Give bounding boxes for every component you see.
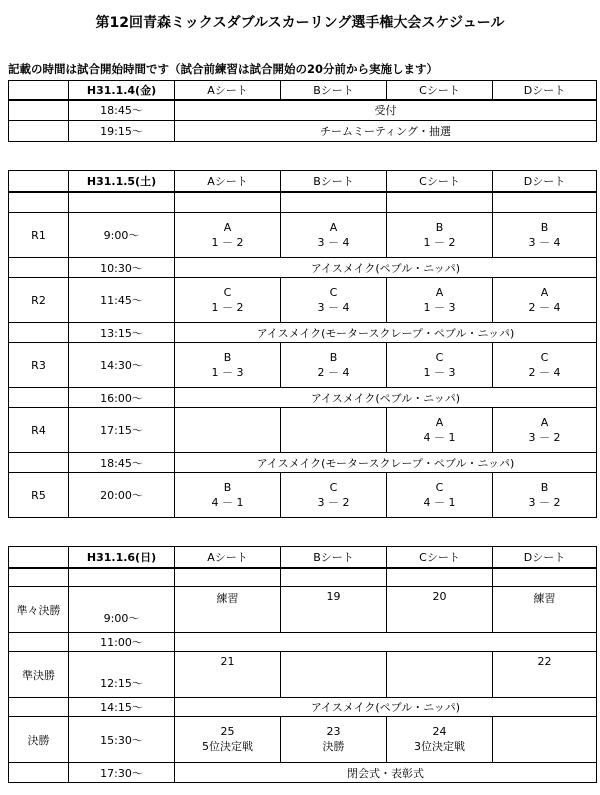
game-cell	[387, 213, 493, 258]
empty-cell	[9, 388, 69, 408]
empty-cell	[175, 568, 281, 587]
day3-label-header	[9, 547, 69, 568]
game-cell	[281, 652, 387, 698]
round-label: R3	[9, 343, 69, 388]
time-cell: 12:15～	[69, 652, 175, 698]
round-label: 準々決勝	[9, 587, 69, 633]
game-match: 3 － 4	[528, 235, 561, 249]
day3-date: H31.1.6(日)	[69, 547, 175, 568]
event-cell: チームミーティング・抽選	[175, 121, 597, 142]
game-match: 1 － 3	[423, 365, 456, 379]
sheet-d-header: Dシート	[493, 547, 597, 568]
time-cell: 17:30～	[69, 763, 175, 783]
sheet-d-header: Dシート	[493, 171, 597, 192]
day2-table	[8, 170, 597, 518]
time-cell: 18:45～	[69, 453, 175, 473]
time-cell: 10:30～	[69, 258, 175, 278]
empty-cell	[281, 192, 387, 213]
game-cell	[281, 213, 387, 258]
sheet-c-header: Cシート	[387, 171, 493, 192]
game-type: 3位決定戦	[414, 740, 465, 753]
game-group: B	[435, 220, 444, 234]
event-cell: 受付	[175, 100, 597, 121]
game-cell	[387, 473, 493, 518]
game-match: 1 － 2	[423, 235, 456, 249]
round-label: R1	[9, 213, 69, 258]
game-cell	[387, 278, 493, 323]
event-cell: 閉会式・表彰式	[175, 763, 597, 783]
empty-cell	[493, 568, 597, 587]
game-match: 4 － 1	[423, 430, 456, 444]
time-cell: 17:15～	[69, 408, 175, 453]
empty-cell	[69, 568, 175, 587]
event-cell: アイスメイク(モータースクレープ・ペブル・ニッパ)	[175, 323, 597, 343]
game-group: B	[540, 480, 549, 494]
time-cell: 18:45～	[69, 100, 175, 121]
round-label: 準決勝	[9, 652, 69, 698]
empty-cell	[9, 568, 69, 587]
game-group: A	[540, 415, 549, 429]
game-group: A	[540, 285, 549, 299]
sheet-a-header: Aシート	[175, 81, 281, 100]
day1-label-header	[9, 81, 69, 100]
day2-date: H31.1.5(土)	[69, 171, 175, 192]
day1-table	[8, 80, 597, 142]
game-match: 4 － 1	[211, 495, 244, 509]
game-cell: 22	[493, 652, 597, 698]
time-cell: 20:00～	[69, 473, 175, 518]
empty-cell	[281, 568, 387, 587]
game-cell: 21	[175, 652, 281, 698]
empty-cell	[9, 698, 69, 717]
event-cell: アイスメイク(モータースクレープ・ペブル・ニッパ)	[175, 453, 597, 473]
game-group: C	[540, 350, 549, 364]
day1-date: H31.1.4(金)	[69, 81, 175, 100]
game-group: A	[329, 220, 338, 234]
game-cell	[281, 717, 387, 763]
empty-cell	[9, 453, 69, 473]
game-cell	[387, 343, 493, 388]
game-cell: 19	[281, 587, 387, 633]
time-cell: 9:00～	[69, 587, 175, 633]
game-number: 24	[432, 725, 447, 738]
time-cell: 9:00～	[69, 213, 175, 258]
game-cell: 練習	[175, 587, 281, 633]
game-group: A	[435, 415, 444, 429]
game-group: C	[223, 285, 232, 299]
game-match: 3 － 4	[317, 300, 350, 314]
round-label: R4	[9, 408, 69, 453]
empty-cell	[9, 323, 69, 343]
game-match: 3 － 2	[528, 495, 561, 509]
sheet-b-header: Bシート	[281, 547, 387, 568]
game-group: C	[329, 480, 338, 494]
game-cell	[175, 473, 281, 518]
sheet-a-header: Aシート	[175, 547, 281, 568]
empty-cell	[9, 192, 69, 213]
sheet-b-header: Bシート	[281, 171, 387, 192]
game-cell: 練習	[493, 587, 597, 633]
game-cell	[493, 278, 597, 323]
game-cell	[281, 278, 387, 323]
game-match: 2 － 4	[528, 300, 561, 314]
game-cell	[175, 278, 281, 323]
time-cell: 15:30～	[69, 717, 175, 763]
game-cell	[387, 408, 493, 453]
game-match: 2 － 4	[528, 365, 561, 379]
game-cell	[281, 343, 387, 388]
game-match: 1 － 3	[211, 365, 244, 379]
game-match: 3 － 2	[317, 495, 350, 509]
game-group: B	[223, 480, 232, 494]
game-number: 23	[326, 725, 341, 738]
game-cell	[493, 343, 597, 388]
game-cell	[387, 652, 493, 698]
game-group: A	[223, 220, 232, 234]
sheet-c-header: Cシート	[387, 81, 493, 100]
day2-label-header	[9, 171, 69, 192]
game-cell	[493, 408, 597, 453]
game-type: 決勝	[322, 740, 345, 753]
round-label: R2	[9, 278, 69, 323]
time-cell: 11:00～	[69, 633, 175, 652]
game-cell	[175, 408, 281, 453]
game-match: 4 － 1	[423, 495, 456, 509]
day3-table	[8, 546, 597, 783]
empty-cell	[387, 568, 493, 587]
game-cell	[281, 473, 387, 518]
game-cell	[387, 717, 493, 763]
empty-cell	[175, 192, 281, 213]
empty-cell	[9, 258, 69, 278]
event-cell: アイスメイク(ペブル・ニッパ)	[175, 258, 597, 278]
game-group: C	[435, 480, 444, 494]
game-match: 3 － 2	[528, 430, 561, 444]
empty-cell	[9, 633, 69, 652]
time-cell: 14:15～	[69, 698, 175, 717]
page-title: 第12回青森ミックスダブルスカーリング選手権大会スケジュール	[95, 15, 505, 31]
sheet-a-header: Aシート	[175, 171, 281, 192]
game-cell	[493, 473, 597, 518]
event-cell	[175, 633, 597, 652]
event-cell: アイスメイク(ペブル・ニッパ)	[175, 698, 597, 717]
game-cell	[493, 213, 597, 258]
round-label: 決勝	[9, 717, 69, 763]
game-match: 1 － 3	[423, 300, 456, 314]
time-cell: 19:15～	[69, 121, 175, 142]
game-group: B	[540, 220, 549, 234]
empty-cell	[9, 763, 69, 783]
time-cell: 13:15～	[69, 323, 175, 343]
event-cell: アイスメイク(ペブル・ニッパ)	[175, 388, 597, 408]
empty-cell	[69, 192, 175, 213]
game-match: 1 － 2	[211, 300, 244, 314]
time-cell: 14:30～	[69, 343, 175, 388]
empty-cell	[9, 121, 69, 142]
game-cell: 20	[387, 587, 493, 633]
game-group: C	[329, 285, 338, 299]
game-group: C	[435, 350, 444, 364]
schedule-note: 記載の時間は試合開始時間です（試合前練習は試合開始の20分前から実施します）	[8, 62, 438, 76]
game-type: 5位決定戦	[202, 740, 253, 753]
empty-cell	[493, 192, 597, 213]
game-group: A	[435, 285, 444, 299]
game-cell	[175, 343, 281, 388]
game-number: 25	[220, 725, 235, 738]
sheet-d-header: Dシート	[493, 81, 597, 100]
game-match: 3 － 4	[317, 235, 350, 249]
game-cell	[493, 717, 597, 763]
game-match: 1 － 2	[211, 235, 244, 249]
sheet-c-header: Cシート	[387, 547, 493, 568]
empty-cell	[387, 192, 493, 213]
sheet-b-header: Bシート	[281, 81, 387, 100]
time-cell: 11:45～	[69, 278, 175, 323]
empty-cell	[9, 100, 69, 121]
game-group: B	[223, 350, 232, 364]
game-cell	[175, 213, 281, 258]
game-cell	[281, 408, 387, 453]
game-cell	[175, 717, 281, 763]
game-match: 2 － 4	[317, 365, 350, 379]
time-cell: 16:00～	[69, 388, 175, 408]
round-label: R5	[9, 473, 69, 518]
game-group: B	[329, 350, 338, 364]
